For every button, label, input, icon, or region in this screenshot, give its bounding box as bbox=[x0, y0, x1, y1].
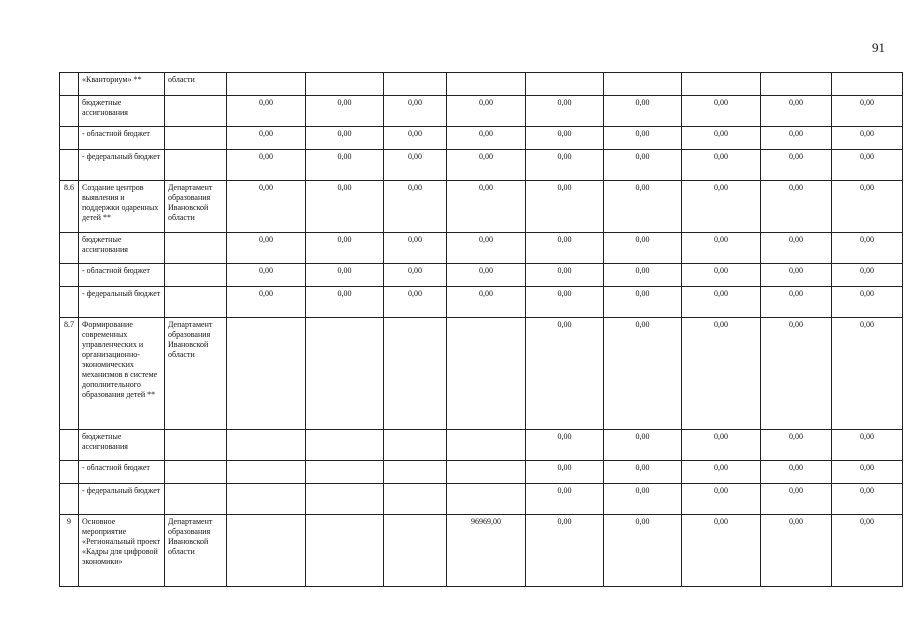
value-cell: 0,00 bbox=[526, 127, 604, 150]
value-cell: 0,00 bbox=[761, 127, 832, 150]
row-executor: Департамент образования Ивановской области bbox=[165, 515, 227, 587]
table-row bbox=[60, 430, 903, 461]
row-name: Основное мероприятие «Региональный проект «Кадры для цифровой экономики» bbox=[79, 515, 165, 587]
value-cell: 0,00 bbox=[604, 515, 682, 587]
value-cell: 0,00 bbox=[306, 181, 384, 233]
row-executor bbox=[165, 430, 227, 461]
value-cell: 0,00 bbox=[761, 461, 832, 484]
value-cell: 0,00 bbox=[761, 181, 832, 233]
row-executor bbox=[165, 287, 227, 318]
row-executor bbox=[165, 96, 227, 127]
value-cell: 0,00 bbox=[306, 96, 384, 127]
row-name: Создание центров выявления и поддержки одаренных детей ** bbox=[79, 181, 165, 233]
table-row bbox=[60, 127, 903, 150]
value-cell: 0,00 bbox=[832, 287, 903, 318]
row-name: - областной бюджет bbox=[79, 264, 165, 287]
row-executor bbox=[165, 264, 227, 287]
value-cell: 0,00 bbox=[447, 264, 526, 287]
value-cell: 96969,00 bbox=[447, 515, 526, 587]
table-row bbox=[60, 287, 903, 318]
row-number bbox=[60, 127, 79, 150]
row-name: - федеральный бюджет bbox=[79, 287, 165, 318]
value-cell: 0,00 bbox=[604, 264, 682, 287]
row-number bbox=[60, 287, 79, 318]
value-cell bbox=[227, 73, 306, 96]
value-cell: 0,00 bbox=[682, 318, 761, 430]
value-cell: 0,00 bbox=[384, 287, 447, 318]
value-cell bbox=[384, 318, 447, 430]
value-cell: 0,00 bbox=[761, 287, 832, 318]
row-name: бюджетные ассигнования bbox=[79, 430, 165, 461]
value-cell: 0,00 bbox=[526, 287, 604, 318]
row-name: «Кванториум» ** bbox=[79, 73, 165, 96]
row-executor bbox=[165, 150, 227, 181]
value-cell bbox=[526, 73, 604, 96]
value-cell: 0,00 bbox=[447, 150, 526, 181]
row-number bbox=[60, 233, 79, 264]
value-cell: 0,00 bbox=[832, 181, 903, 233]
table-row bbox=[60, 96, 903, 127]
row-name: - федеральный бюджет bbox=[79, 150, 165, 181]
value-cell: 0,00 bbox=[447, 233, 526, 264]
value-cell: 0,00 bbox=[682, 264, 761, 287]
value-cell: 0,00 bbox=[604, 150, 682, 181]
row-name: - областной бюджет bbox=[79, 461, 165, 484]
value-cell: 0,00 bbox=[227, 181, 306, 233]
value-cell bbox=[447, 484, 526, 515]
value-cell: 0,00 bbox=[306, 264, 384, 287]
value-cell: 0,00 bbox=[447, 96, 526, 127]
value-cell: 0,00 bbox=[526, 233, 604, 264]
value-cell: 0,00 bbox=[526, 181, 604, 233]
value-cell: 0,00 bbox=[526, 150, 604, 181]
row-number bbox=[60, 73, 79, 96]
row-name: бюджетные ассигнования bbox=[79, 96, 165, 127]
value-cell: 0,00 bbox=[761, 318, 832, 430]
row-executor: Департамент образования Ивановской области bbox=[165, 181, 227, 233]
value-cell bbox=[832, 73, 903, 96]
value-cell: 0,00 bbox=[526, 430, 604, 461]
value-cell: 0,00 bbox=[384, 96, 447, 127]
value-cell: 0,00 bbox=[384, 181, 447, 233]
value-cell: 0,00 bbox=[227, 287, 306, 318]
value-cell: 0,00 bbox=[832, 430, 903, 461]
value-cell: 0,00 bbox=[604, 233, 682, 264]
value-cell: 0,00 bbox=[604, 127, 682, 150]
value-cell: 0,00 bbox=[447, 127, 526, 150]
value-cell: 0,00 bbox=[682, 181, 761, 233]
value-cell: 0,00 bbox=[604, 287, 682, 318]
value-cell bbox=[682, 73, 761, 96]
value-cell: 0,00 bbox=[832, 127, 903, 150]
value-cell: 0,00 bbox=[447, 181, 526, 233]
table-row bbox=[60, 484, 903, 515]
value-cell: 0,00 bbox=[526, 264, 604, 287]
value-cell: 0,00 bbox=[682, 150, 761, 181]
page-number: 91 bbox=[872, 40, 885, 55]
row-number bbox=[60, 264, 79, 287]
value-cell: 0,00 bbox=[227, 127, 306, 150]
value-cell: 0,00 bbox=[832, 233, 903, 264]
row-number bbox=[60, 461, 79, 484]
value-cell: 0,00 bbox=[682, 430, 761, 461]
row-number bbox=[60, 484, 79, 515]
value-cell: 0,00 bbox=[682, 96, 761, 127]
row-name: - федеральный бюджет bbox=[79, 484, 165, 515]
value-cell: 0,00 bbox=[682, 287, 761, 318]
row-number bbox=[60, 430, 79, 461]
value-cell: 0,00 bbox=[832, 96, 903, 127]
value-cell: 0,00 bbox=[384, 150, 447, 181]
row-executor: области bbox=[165, 73, 227, 96]
value-cell bbox=[306, 318, 384, 430]
value-cell: 0,00 bbox=[604, 484, 682, 515]
row-name: - областной бюджет bbox=[79, 127, 165, 150]
value-cell bbox=[227, 318, 306, 430]
table-row bbox=[60, 181, 903, 233]
value-cell: 0,00 bbox=[526, 461, 604, 484]
value-cell: 0,00 bbox=[761, 484, 832, 515]
value-cell bbox=[447, 461, 526, 484]
value-cell bbox=[384, 515, 447, 587]
value-cell bbox=[306, 461, 384, 484]
value-cell: 0,00 bbox=[832, 484, 903, 515]
value-cell: 0,00 bbox=[832, 264, 903, 287]
row-number: 8.7 bbox=[60, 318, 79, 430]
value-cell: 0,00 bbox=[306, 287, 384, 318]
value-cell bbox=[447, 430, 526, 461]
value-cell: 0,00 bbox=[384, 233, 447, 264]
value-cell bbox=[227, 484, 306, 515]
value-cell: 0,00 bbox=[604, 96, 682, 127]
value-cell bbox=[384, 484, 447, 515]
value-cell: 0,00 bbox=[306, 150, 384, 181]
table-row bbox=[60, 264, 903, 287]
value-cell bbox=[227, 430, 306, 461]
value-cell bbox=[227, 515, 306, 587]
row-number: 9 bbox=[60, 515, 79, 587]
value-cell: 0,00 bbox=[526, 484, 604, 515]
value-cell bbox=[447, 73, 526, 96]
value-cell: 0,00 bbox=[604, 430, 682, 461]
value-cell: 0,00 bbox=[761, 233, 832, 264]
value-cell: 0,00 bbox=[227, 264, 306, 287]
value-cell: 0,00 bbox=[832, 515, 903, 587]
row-number bbox=[60, 150, 79, 181]
value-cell bbox=[227, 461, 306, 484]
table-row bbox=[60, 233, 903, 264]
value-cell: 0,00 bbox=[306, 127, 384, 150]
value-cell bbox=[604, 73, 682, 96]
value-cell: 0,00 bbox=[682, 461, 761, 484]
value-cell bbox=[447, 318, 526, 430]
value-cell: 0,00 bbox=[832, 461, 903, 484]
value-cell: 0,00 bbox=[227, 233, 306, 264]
table-row bbox=[60, 515, 903, 587]
table-row bbox=[60, 318, 903, 430]
table-row bbox=[60, 150, 903, 181]
value-cell: 0,00 bbox=[832, 150, 903, 181]
value-cell bbox=[384, 73, 447, 96]
value-cell: 0,00 bbox=[761, 515, 832, 587]
row-number bbox=[60, 96, 79, 127]
value-cell: 0,00 bbox=[832, 318, 903, 430]
value-cell bbox=[306, 515, 384, 587]
value-cell: 0,00 bbox=[526, 96, 604, 127]
row-executor: Департамент образования Ивановской области bbox=[165, 318, 227, 430]
value-cell bbox=[384, 461, 447, 484]
row-name: Формирование современных управленческих и организационно-экономических механизмов в системе дополнительного образования детей ** bbox=[79, 318, 165, 430]
value-cell bbox=[306, 430, 384, 461]
budget-table bbox=[59, 72, 903, 587]
value-cell: 0,00 bbox=[526, 318, 604, 430]
value-cell: 0,00 bbox=[384, 127, 447, 150]
value-cell: 0,00 bbox=[604, 181, 682, 233]
row-executor bbox=[165, 484, 227, 515]
value-cell: 0,00 bbox=[447, 287, 526, 318]
value-cell bbox=[761, 73, 832, 96]
row-name: бюджетные ассигнования bbox=[79, 233, 165, 264]
value-cell: 0,00 bbox=[682, 484, 761, 515]
row-number: 8.6 bbox=[60, 181, 79, 233]
row-executor bbox=[165, 127, 227, 150]
value-cell: 0,00 bbox=[604, 318, 682, 430]
value-cell: 0,00 bbox=[526, 515, 604, 587]
table-row bbox=[60, 73, 903, 96]
value-cell: 0,00 bbox=[227, 96, 306, 127]
value-cell bbox=[306, 73, 384, 96]
value-cell: 0,00 bbox=[306, 233, 384, 264]
value-cell bbox=[306, 484, 384, 515]
table-row bbox=[60, 461, 903, 484]
value-cell: 0,00 bbox=[384, 264, 447, 287]
value-cell: 0,00 bbox=[761, 264, 832, 287]
row-executor bbox=[165, 461, 227, 484]
value-cell bbox=[384, 430, 447, 461]
value-cell: 0,00 bbox=[682, 515, 761, 587]
value-cell: 0,00 bbox=[761, 430, 832, 461]
value-cell: 0,00 bbox=[682, 233, 761, 264]
value-cell: 0,00 bbox=[761, 96, 832, 127]
value-cell: 0,00 bbox=[682, 127, 761, 150]
row-executor bbox=[165, 233, 227, 264]
value-cell: 0,00 bbox=[604, 461, 682, 484]
value-cell: 0,00 bbox=[761, 150, 832, 181]
value-cell: 0,00 bbox=[227, 150, 306, 181]
